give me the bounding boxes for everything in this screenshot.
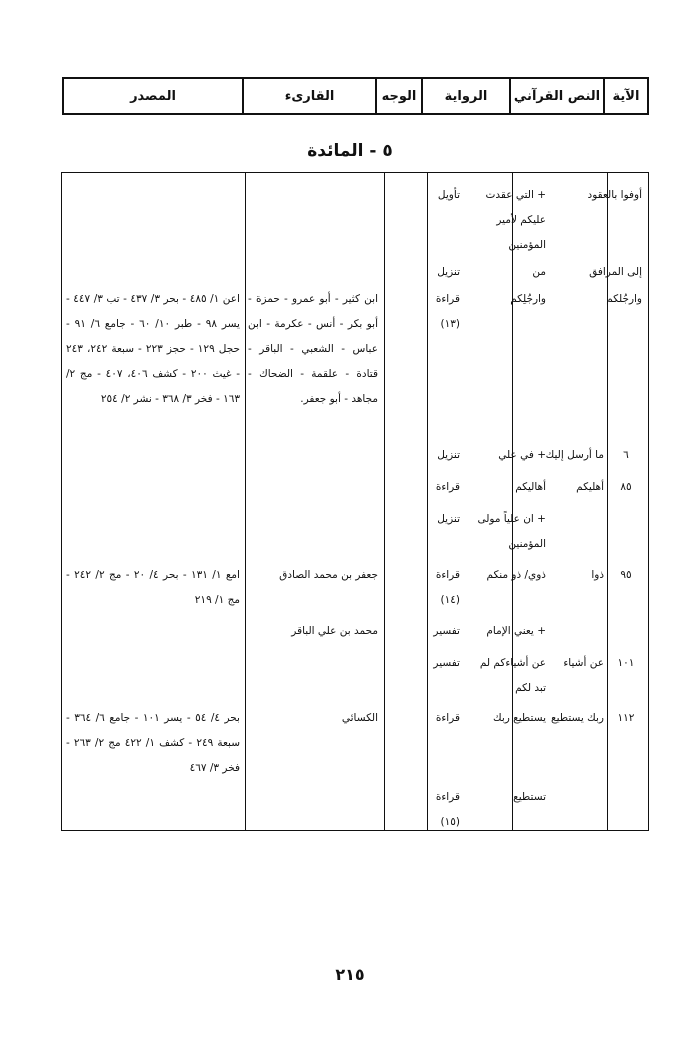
- row-riwaya: يستطيع ربك: [492, 712, 546, 724]
- row-aya: ٩٥: [620, 569, 632, 581]
- row-source: اعن ١/ ٤٨٥ - بحر ٣/ ٤٣٧ - تب ٣/ ٤٤٧ - يسر ٩٨ - طبر ١٠/ ٦٠ - جامع ٦/ ٩١ - حجل ١٢٩ - حجز ٢٢٣ - سبعة ٢٤٢، ٢٤٣ - غيث ٢٠٠ - كشف ٤٠٦، ٤٠٧ - مج ٢/ ١٦٣ - فخر ٣/ ٣٦٨ - نشر ٢/ ٢٥٤: [66, 293, 241, 405]
- row-wajh: تأويل: [437, 189, 460, 201]
- row-quran-text: ما أرسل إليك: [545, 449, 604, 461]
- row-riwaya: ذوي/ ذو منكم: [486, 569, 546, 581]
- header-source: المصدر: [63, 78, 243, 114]
- row-wajh: تنزيل: [437, 449, 460, 461]
- header-quran-text: النص القرآني: [510, 78, 604, 114]
- row-quran-text: أهليكم: [576, 481, 604, 493]
- row-riwaya: + التي عقدت عليكم لأمير المؤمنين: [485, 189, 546, 251]
- row-riwaya: عن أشياءكم لم تبد لكم: [479, 657, 546, 694]
- readings-table: [61, 172, 649, 831]
- row-wajh: تفسير: [433, 657, 460, 669]
- chapter-title: ٥ - المائدة: [307, 141, 393, 161]
- row-riwaya: وارجُلِكم: [510, 293, 546, 305]
- header-wajh: الوجه: [376, 78, 422, 114]
- header-riwaya: الرواية: [422, 78, 510, 114]
- row-wajh: تفسير: [433, 625, 460, 637]
- row-riwaya: + ان علياً مولى المؤمنين: [477, 513, 546, 550]
- column-divider: [245, 173, 246, 830]
- column-header-table: [62, 77, 649, 115]
- page-number: ٢١٥: [335, 965, 365, 984]
- row-aya: ٦: [623, 449, 629, 461]
- row-wajh: قراءة (١٣): [435, 293, 460, 330]
- header-aya: الآية: [604, 78, 648, 114]
- row-wajh: قراءة (١٥): [435, 791, 460, 828]
- row-aya: ٨٥: [620, 481, 632, 493]
- row-source: بحر ٤/ ٥٤ - يسر ١٠١ - جامع ٦/ ٣٦٤ - سبعة ٢٤٩ - كشف ١/ ٤٢٢ مج ٢/ ٢٦٣ - فخر ٣/ ٤٦٧: [66, 712, 241, 774]
- row-wajh: قراءة: [435, 481, 460, 493]
- row-quran-text: ذوا: [591, 569, 604, 581]
- row-wajh: قراءة: [435, 712, 460, 724]
- row-quran-text: ربك يستطيع: [550, 712, 604, 724]
- row-qari: ابن كثير - أبو عمرو - حمزة - أبو بكر - أنس - عكرمة - ابن عباس - الشعبي - الباقر - قتادة - علقمة - الضحاك - مجاهد - أبو جعفر.: [248, 293, 378, 405]
- row-riwaya: من: [532, 266, 546, 278]
- header-qari: القارىء: [243, 78, 376, 114]
- row-quran-text: أوفوا بالعقود: [587, 189, 642, 201]
- row-quran-text: إلى المرافق: [589, 266, 642, 278]
- row-wajh: تنزيل: [437, 513, 460, 525]
- row-aya: ١١٢: [617, 712, 635, 724]
- row-riwaya: + يعني الإمام: [486, 625, 546, 637]
- row-riwaya: تستطيع: [513, 791, 546, 803]
- row-wajh: تنزيل: [437, 266, 460, 278]
- row-source: امع ١/ ١٣١ - بحر ٤/ ٢٠ - مج ٢/ ٢٤٢ - مج ١/ ٢١٩: [66, 569, 240, 606]
- row-aya: ١٠١: [617, 657, 635, 669]
- row-quran-text: عن أشياء: [563, 657, 604, 669]
- row-riwaya: أهاليكم: [515, 481, 546, 493]
- row-wajh: قراءة (١٤): [435, 569, 460, 606]
- column-divider: [384, 173, 385, 830]
- row-qari: الكسائي: [341, 712, 378, 724]
- row-quran-text: وارجُلكم: [606, 293, 642, 305]
- row-qari: جعفر بن محمد الصادق: [279, 569, 378, 581]
- row-riwaya: + في علي: [498, 449, 546, 461]
- row-qari: محمد بن علي الباقر: [291, 625, 378, 637]
